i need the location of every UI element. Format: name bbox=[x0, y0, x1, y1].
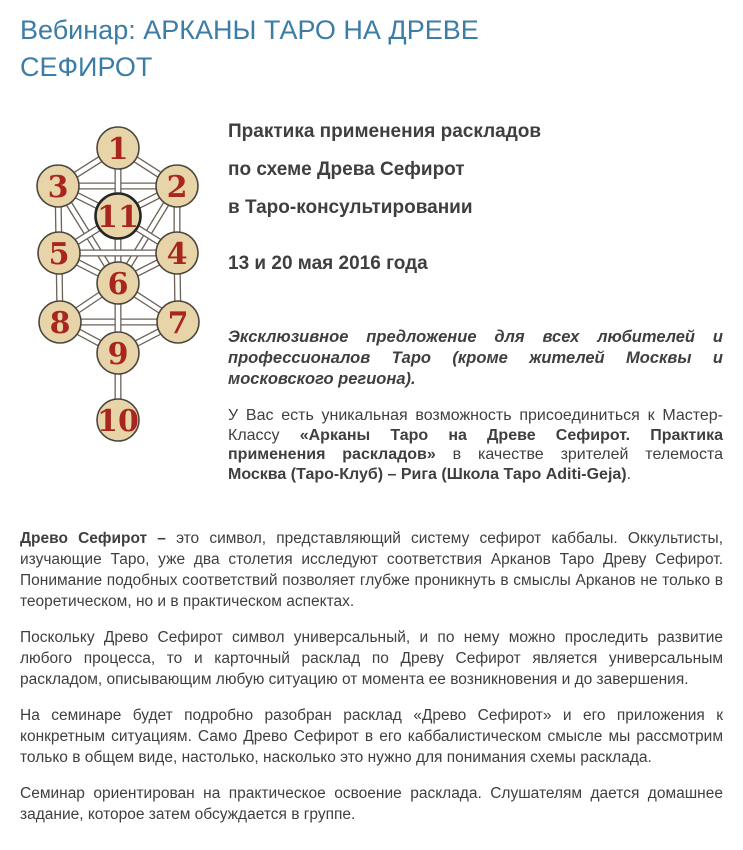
sephira-node-2 bbox=[156, 165, 198, 207]
page-title: Вебинар: АРКАНЫ ТАРО НА ДРЕВЕ СЕФИРОТ bbox=[20, 15, 479, 82]
invite-text-1: У Вас есть уникальная возможность присоединиться к Мастер-Классу bbox=[228, 407, 723, 444]
sephira-number: 8 bbox=[49, 305, 71, 341]
sephira-node-8 bbox=[39, 301, 81, 343]
intro-heading-line3: в Таро-консультировании bbox=[228, 197, 473, 218]
sephira-number: 7 bbox=[167, 305, 189, 341]
sephira-node-7 bbox=[157, 301, 199, 343]
description-paragraph-4: Семинар ориентирован на практическое освоение расклада. Слушателям дается домашнее задание, которое затем обсуждается в группе. bbox=[20, 785, 723, 823]
sephira-number: 9 bbox=[107, 336, 129, 372]
intro-section bbox=[20, 122, 723, 484]
intro-text-column bbox=[228, 122, 723, 484]
description-p1-lead: Древо Сефирот – bbox=[20, 530, 166, 547]
intro-heading-line1: Практика применения раскладов bbox=[228, 121, 542, 142]
description-paragraph-3: На семинаре будет подробно разобран расклад «Древо Сефирот» и его приложения к конкретным ситуациям. Само Древо Сефирот в его каббалистическом смысле мы рассмотрим только в общем виде, настолько, насколько это нужно для понимания схемы расклада. bbox=[20, 707, 723, 766]
sephira-number: 1 bbox=[107, 131, 129, 167]
sephira-number: 3 bbox=[47, 169, 69, 205]
sephira-node-1 bbox=[97, 127, 139, 169]
exclusive-offer-note: Эксклюзивное предложение для всех любителей и профессионалов Таро (кроме жителей Москвы и московского региона). bbox=[228, 328, 723, 388]
sephira-node-4 bbox=[156, 232, 198, 274]
description-paragraph-2: Поскольку Древо Сефирот символ универсальный, и по нему можно проследить развитие любого процесса, то и карточный расклад по Древу Сефирот является универсальным раскладом, описывающим любую ситуацию от момента ее возникновения и до завершения. bbox=[20, 629, 723, 688]
sephira-node-9 bbox=[97, 332, 139, 374]
sephira-node-3 bbox=[37, 165, 79, 207]
description-p1-body: это символ, представляющий систему сефирот каббалы. Оккультисты, изучающие Таро, уже два столетия исследуют соответствия Арканов Таро Древу Сефирот. Понимание подобных соответствий позволяет глубже проникнуть в смыслы Арканов не только в теоретическом, но и в практическом аспектах. bbox=[20, 530, 724, 610]
description-section bbox=[20, 528, 723, 825]
webinar-dates: 13 и 20 мая 2016 года bbox=[228, 253, 428, 274]
sephira-number: 2 bbox=[166, 169, 188, 205]
sephira-number: 10 bbox=[97, 403, 139, 439]
sephira-number: 11 bbox=[97, 199, 139, 235]
sephirot-tree-diagram bbox=[28, 126, 218, 446]
sephira-number: 6 bbox=[107, 266, 129, 302]
sephira-number: 4 bbox=[166, 236, 188, 272]
invite-bold-telemost: Москва (Таро-Клуб) – Рига (Школа Таро Aditi-Geja) bbox=[228, 465, 627, 483]
description-paragraph-1 bbox=[20, 528, 723, 612]
sephira-node-5 bbox=[38, 232, 80, 274]
intro-heading-line2: по схеме Древа Сефирот bbox=[228, 159, 465, 180]
sephira-number: 5 bbox=[48, 236, 70, 272]
sephira-node-11 bbox=[96, 194, 141, 239]
sephira-node-10 bbox=[97, 399, 139, 441]
tree-column bbox=[20, 122, 228, 446]
sephira-node-6 bbox=[97, 262, 139, 304]
invite-bold-masterclass: «Арканы Таро на Древе Сефирот. Практика применения раскладов» bbox=[228, 426, 724, 463]
invite-text-3: . bbox=[626, 465, 632, 483]
invitation-paragraph bbox=[228, 406, 723, 484]
invite-text-2: в качестве зрителей телемоста bbox=[435, 446, 723, 463]
